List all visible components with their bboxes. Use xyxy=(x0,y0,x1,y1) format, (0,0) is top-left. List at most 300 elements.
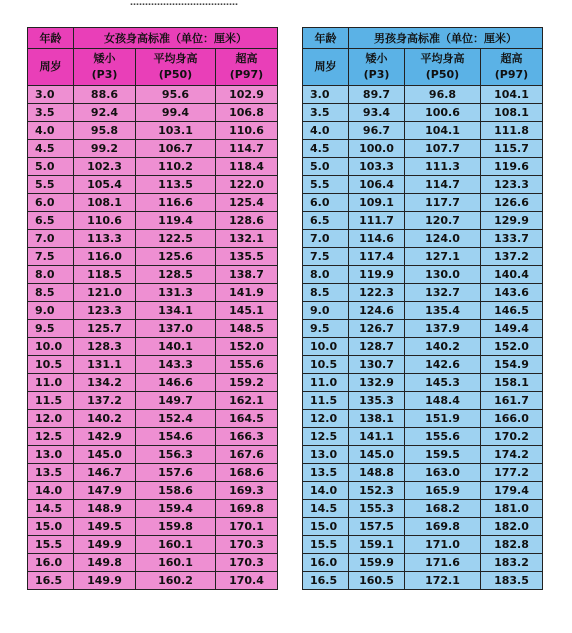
age-cell: 13.5 xyxy=(28,464,74,482)
p97-cell: 114.7 xyxy=(216,140,278,158)
age-cell: 11.5 xyxy=(303,392,349,410)
p50-cell: 152.4 xyxy=(136,410,216,428)
p50-cell: 127.1 xyxy=(405,248,481,266)
girls-col-avg xyxy=(136,49,216,86)
age-cell: 11.0 xyxy=(28,374,74,392)
p50-cell: 99.4 xyxy=(136,104,216,122)
table-row xyxy=(28,176,278,194)
boys-col-high-sub: (P97) xyxy=(494,68,529,81)
age-cell: 4.5 xyxy=(28,140,74,158)
table-row xyxy=(303,554,543,572)
p50-cell: 124.0 xyxy=(405,230,481,248)
p3-cell: 116.0 xyxy=(74,248,136,266)
p97-cell: 152.0 xyxy=(481,338,543,356)
age-cell: 14.5 xyxy=(28,500,74,518)
p97-cell: 110.6 xyxy=(216,122,278,140)
table-row xyxy=(303,284,543,302)
p3-cell: 121.0 xyxy=(74,284,136,302)
table-row xyxy=(303,356,543,374)
p3-cell: 138.1 xyxy=(349,410,405,428)
age-cell: 12.0 xyxy=(28,410,74,428)
p50-cell: 96.8 xyxy=(405,86,481,104)
p3-cell: 128.7 xyxy=(349,338,405,356)
p3-cell: 89.7 xyxy=(349,86,405,104)
p50-cell: 159.5 xyxy=(405,446,481,464)
age-cell: 3.0 xyxy=(303,86,349,104)
p97-cell: 170.4 xyxy=(216,572,278,590)
p97-cell: 122.0 xyxy=(216,176,278,194)
p97-cell: 182.0 xyxy=(481,518,543,536)
p97-cell: 133.7 xyxy=(481,230,543,248)
p97-cell: 152.0 xyxy=(216,338,278,356)
age-cell: 7.5 xyxy=(28,248,74,266)
boys-week-header: 周岁 xyxy=(303,49,349,86)
p3-cell: 128.3 xyxy=(74,338,136,356)
p97-cell: 170.1 xyxy=(216,518,278,536)
p97-cell: 115.7 xyxy=(481,140,543,158)
age-cell: 12.5 xyxy=(303,428,349,446)
p3-cell: 130.7 xyxy=(349,356,405,374)
p3-cell: 160.5 xyxy=(349,572,405,590)
p50-cell: 137.9 xyxy=(405,320,481,338)
p97-cell: 166.3 xyxy=(216,428,278,446)
p3-cell: 137.2 xyxy=(74,392,136,410)
p50-cell: 132.7 xyxy=(405,284,481,302)
p50-cell: 130.0 xyxy=(405,266,481,284)
p50-cell: 168.2 xyxy=(405,500,481,518)
p97-cell: 123.3 xyxy=(481,176,543,194)
boys-age-header: 年龄 xyxy=(303,28,349,49)
age-cell: 10.5 xyxy=(303,356,349,374)
table-row xyxy=(28,266,278,284)
p3-cell: 113.3 xyxy=(74,230,136,248)
p97-cell: 159.2 xyxy=(216,374,278,392)
table-row xyxy=(303,230,543,248)
p97-cell: 170.3 xyxy=(216,536,278,554)
p50-cell: 120.7 xyxy=(405,212,481,230)
age-cell: 10.5 xyxy=(28,356,74,374)
age-cell: 6.5 xyxy=(28,212,74,230)
p97-cell: 170.2 xyxy=(481,428,543,446)
age-cell: 16.0 xyxy=(303,554,349,572)
table-row xyxy=(28,158,278,176)
boys-col-avg-sub: (P50) xyxy=(425,68,460,81)
p97-cell: 138.7 xyxy=(216,266,278,284)
p97-cell: 164.5 xyxy=(216,410,278,428)
table-row xyxy=(28,518,278,536)
p3-cell: 157.5 xyxy=(349,518,405,536)
table-row xyxy=(303,302,543,320)
table-row xyxy=(303,518,543,536)
p97-cell: 169.3 xyxy=(216,482,278,500)
p97-cell: 155.6 xyxy=(216,356,278,374)
p3-cell: 111.7 xyxy=(349,212,405,230)
p97-cell: 162.1 xyxy=(216,392,278,410)
p3-cell: 135.3 xyxy=(349,392,405,410)
girls-age-header: 年龄 xyxy=(28,28,74,49)
p97-cell: 174.2 xyxy=(481,446,543,464)
table-row xyxy=(303,410,543,428)
p97-cell: 102.9 xyxy=(216,86,278,104)
age-cell: 8.5 xyxy=(28,284,74,302)
p97-cell: 183.2 xyxy=(481,554,543,572)
p50-cell: 165.9 xyxy=(405,482,481,500)
age-cell: 10.0 xyxy=(303,338,349,356)
table-row xyxy=(303,248,543,266)
p97-cell: 158.1 xyxy=(481,374,543,392)
p50-cell: 131.3 xyxy=(136,284,216,302)
p97-cell: 141.9 xyxy=(216,284,278,302)
p3-cell: 149.9 xyxy=(74,572,136,590)
table-row xyxy=(28,320,278,338)
p50-cell: 172.1 xyxy=(405,572,481,590)
table-row xyxy=(28,554,278,572)
boys-col-low-sub: (P3) xyxy=(363,68,390,81)
boys-col-low-label: 矮小 xyxy=(365,52,388,65)
p97-cell: 168.6 xyxy=(216,464,278,482)
p3-cell: 118.5 xyxy=(74,266,136,284)
p50-cell: 134.1 xyxy=(136,302,216,320)
p50-cell: 113.5 xyxy=(136,176,216,194)
p3-cell: 88.6 xyxy=(74,86,136,104)
table-row xyxy=(303,338,543,356)
table-row xyxy=(303,194,543,212)
p50-cell: 159.8 xyxy=(136,518,216,536)
table-row xyxy=(303,428,543,446)
age-cell: 16.5 xyxy=(303,572,349,590)
p50-cell: 148.4 xyxy=(405,392,481,410)
p3-cell: 119.9 xyxy=(349,266,405,284)
age-cell: 3.5 xyxy=(28,104,74,122)
table-row xyxy=(28,248,278,266)
p3-cell: 93.4 xyxy=(349,104,405,122)
age-cell: 14.5 xyxy=(303,500,349,518)
age-cell: 9.5 xyxy=(28,320,74,338)
p50-cell: 140.1 xyxy=(136,338,216,356)
p50-cell: 160.1 xyxy=(136,554,216,572)
boys-col-high-label: 超高 xyxy=(500,52,523,65)
p97-cell: 119.6 xyxy=(481,158,543,176)
p50-cell: 149.7 xyxy=(136,392,216,410)
table-row xyxy=(28,302,278,320)
table-row xyxy=(28,212,278,230)
boys-col-low xyxy=(349,49,405,86)
table-row xyxy=(28,410,278,428)
p3-cell: 134.2 xyxy=(74,374,136,392)
p50-cell: 103.1 xyxy=(136,122,216,140)
p97-cell: 148.5 xyxy=(216,320,278,338)
p3-cell: 105.4 xyxy=(74,176,136,194)
age-cell: 6.0 xyxy=(303,194,349,212)
p50-cell: 157.6 xyxy=(136,464,216,482)
age-cell: 7.5 xyxy=(303,248,349,266)
p97-cell: 137.2 xyxy=(481,248,543,266)
p3-cell: 126.7 xyxy=(349,320,405,338)
p50-cell: 160.2 xyxy=(136,572,216,590)
p97-cell: 104.1 xyxy=(481,86,543,104)
table-row xyxy=(28,572,278,590)
p50-cell: 142.6 xyxy=(405,356,481,374)
age-cell: 11.0 xyxy=(303,374,349,392)
p50-cell: 154.6 xyxy=(136,428,216,446)
p97-cell: 129.9 xyxy=(481,212,543,230)
boys-table-title: 男孩身高标准（单位：厘米） xyxy=(349,28,543,49)
p50-cell: 114.7 xyxy=(405,176,481,194)
age-cell: 6.0 xyxy=(28,194,74,212)
age-cell: 11.5 xyxy=(28,392,74,410)
age-cell: 8.5 xyxy=(303,284,349,302)
girls-week-header: 周岁 xyxy=(28,49,74,86)
table-row xyxy=(28,194,278,212)
age-cell: 16.0 xyxy=(28,554,74,572)
p50-cell: 169.8 xyxy=(405,518,481,536)
p97-cell: 145.1 xyxy=(216,302,278,320)
p50-cell: 95.6 xyxy=(136,86,216,104)
p3-cell: 122.3 xyxy=(349,284,405,302)
p50-cell: 151.9 xyxy=(405,410,481,428)
p50-cell: 107.7 xyxy=(405,140,481,158)
table-row xyxy=(303,176,543,194)
p97-cell: 143.6 xyxy=(481,284,543,302)
p50-cell: 158.6 xyxy=(136,482,216,500)
p50-cell: 146.6 xyxy=(136,374,216,392)
table-row xyxy=(28,140,278,158)
girls-header-row-1 xyxy=(28,28,278,49)
table-row xyxy=(303,140,543,158)
p50-cell: 119.4 xyxy=(136,212,216,230)
p97-cell: 106.8 xyxy=(216,104,278,122)
table-row xyxy=(303,374,543,392)
p50-cell: 125.6 xyxy=(136,248,216,266)
table-row xyxy=(28,104,278,122)
age-cell: 12.5 xyxy=(28,428,74,446)
p50-cell: 155.6 xyxy=(405,428,481,446)
p3-cell: 99.2 xyxy=(74,140,136,158)
p97-cell: 183.5 xyxy=(481,572,543,590)
p3-cell: 146.7 xyxy=(74,464,136,482)
p3-cell: 106.4 xyxy=(349,176,405,194)
p3-cell: 125.7 xyxy=(74,320,136,338)
age-cell: 14.0 xyxy=(28,482,74,500)
p97-cell: 132.1 xyxy=(216,230,278,248)
p3-cell: 92.4 xyxy=(74,104,136,122)
girls-col-high-sub: (P97) xyxy=(229,68,264,81)
table-row xyxy=(28,446,278,464)
age-cell: 13.0 xyxy=(28,446,74,464)
p50-cell: 137.0 xyxy=(136,320,216,338)
girls-col-low xyxy=(74,49,136,86)
table-row xyxy=(28,374,278,392)
girls-col-avg-label: 平均身高 xyxy=(153,52,198,65)
p3-cell: 110.6 xyxy=(74,212,136,230)
table-row xyxy=(303,158,543,176)
boys-height-table xyxy=(302,27,543,590)
age-cell: 9.0 xyxy=(303,302,349,320)
table-row xyxy=(303,446,543,464)
p3-cell: 149.8 xyxy=(74,554,136,572)
boys-header-row-2 xyxy=(303,49,543,86)
table-row xyxy=(303,122,543,140)
p50-cell: 145.3 xyxy=(405,374,481,392)
age-cell: 4.5 xyxy=(303,140,349,158)
age-cell: 15.0 xyxy=(28,518,74,536)
cropped-top-text xyxy=(0,0,572,6)
p50-cell: 111.3 xyxy=(405,158,481,176)
p50-cell: 110.2 xyxy=(136,158,216,176)
age-cell: 5.5 xyxy=(28,176,74,194)
p3-cell: 117.4 xyxy=(349,248,405,266)
p3-cell: 155.3 xyxy=(349,500,405,518)
p97-cell: 111.8 xyxy=(481,122,543,140)
table-row xyxy=(28,482,278,500)
age-cell: 4.0 xyxy=(303,122,349,140)
table-row xyxy=(28,284,278,302)
p97-cell: 126.6 xyxy=(481,194,543,212)
age-cell: 14.0 xyxy=(303,482,349,500)
p3-cell: 132.9 xyxy=(349,374,405,392)
table-row xyxy=(28,428,278,446)
girls-col-low-sub: (P3) xyxy=(91,68,118,81)
girls-header-row-2 xyxy=(28,49,278,86)
age-cell: 7.0 xyxy=(303,230,349,248)
p3-cell: 124.6 xyxy=(349,302,405,320)
p50-cell: 160.1 xyxy=(136,536,216,554)
p3-cell: 145.0 xyxy=(74,446,136,464)
table-row xyxy=(303,500,543,518)
p3-cell: 145.0 xyxy=(349,446,405,464)
p97-cell: 167.6 xyxy=(216,446,278,464)
p97-cell: 125.4 xyxy=(216,194,278,212)
p3-cell: 108.1 xyxy=(74,194,136,212)
p50-cell: 117.7 xyxy=(405,194,481,212)
p3-cell: 102.3 xyxy=(74,158,136,176)
p3-cell: 142.9 xyxy=(74,428,136,446)
p50-cell: 159.4 xyxy=(136,500,216,518)
table-row xyxy=(28,230,278,248)
p97-cell: 169.8 xyxy=(216,500,278,518)
p97-cell: 146.5 xyxy=(481,302,543,320)
p50-cell: 156.3 xyxy=(136,446,216,464)
p97-cell: 140.4 xyxy=(481,266,543,284)
boys-header-row-1 xyxy=(303,28,543,49)
table-row xyxy=(28,122,278,140)
girls-col-high xyxy=(216,49,278,86)
age-cell: 5.0 xyxy=(28,158,74,176)
age-cell: 5.5 xyxy=(303,176,349,194)
table-row xyxy=(28,356,278,374)
p3-cell: 147.9 xyxy=(74,482,136,500)
p97-cell: 170.3 xyxy=(216,554,278,572)
girls-col-high-label: 超高 xyxy=(235,52,258,65)
table-row xyxy=(28,392,278,410)
p97-cell: 108.1 xyxy=(481,104,543,122)
p50-cell: 135.4 xyxy=(405,302,481,320)
p50-cell: 104.1 xyxy=(405,122,481,140)
p3-cell: 96.7 xyxy=(349,122,405,140)
age-cell: 6.5 xyxy=(303,212,349,230)
girls-col-low-label: 矮小 xyxy=(93,52,116,65)
p3-cell: 148.8 xyxy=(349,464,405,482)
age-cell: 15.5 xyxy=(28,536,74,554)
p97-cell: 161.7 xyxy=(481,392,543,410)
p3-cell: 123.3 xyxy=(74,302,136,320)
p3-cell: 95.8 xyxy=(74,122,136,140)
age-cell: 12.0 xyxy=(303,410,349,428)
p3-cell: 149.9 xyxy=(74,536,136,554)
p3-cell: 152.3 xyxy=(349,482,405,500)
p97-cell: 179.4 xyxy=(481,482,543,500)
p97-cell: 118.4 xyxy=(216,158,278,176)
age-cell: 9.0 xyxy=(28,302,74,320)
table-row xyxy=(303,482,543,500)
p97-cell: 166.0 xyxy=(481,410,543,428)
p50-cell: 122.5 xyxy=(136,230,216,248)
p50-cell: 171.0 xyxy=(405,536,481,554)
girls-height-table xyxy=(27,27,278,590)
p50-cell: 116.6 xyxy=(136,194,216,212)
table-row xyxy=(28,500,278,518)
table-row xyxy=(303,536,543,554)
p50-cell: 140.2 xyxy=(405,338,481,356)
p3-cell: 100.0 xyxy=(349,140,405,158)
table-row xyxy=(303,464,543,482)
table-row xyxy=(303,266,543,284)
p3-cell: 148.9 xyxy=(74,500,136,518)
table-row xyxy=(28,338,278,356)
age-cell: 3.0 xyxy=(28,86,74,104)
boys-col-avg xyxy=(405,49,481,86)
p97-cell: 181.0 xyxy=(481,500,543,518)
age-cell: 15.5 xyxy=(303,536,349,554)
table-row xyxy=(28,86,278,104)
boys-col-high xyxy=(481,49,543,86)
girls-col-avg-sub: (P50) xyxy=(158,68,193,81)
age-cell: 10.0 xyxy=(28,338,74,356)
age-cell: 8.0 xyxy=(28,266,74,284)
p3-cell: 159.1 xyxy=(349,536,405,554)
p97-cell: 149.4 xyxy=(481,320,543,338)
p3-cell: 114.6 xyxy=(349,230,405,248)
boys-col-avg-label: 平均身高 xyxy=(420,52,465,65)
table-row xyxy=(303,104,543,122)
age-cell: 13.5 xyxy=(303,464,349,482)
p97-cell: 182.8 xyxy=(481,536,543,554)
table-row xyxy=(303,212,543,230)
age-cell: 15.0 xyxy=(303,518,349,536)
p50-cell: 128.5 xyxy=(136,266,216,284)
age-cell: 16.5 xyxy=(28,572,74,590)
age-cell: 9.5 xyxy=(303,320,349,338)
p50-cell: 106.7 xyxy=(136,140,216,158)
age-cell: 8.0 xyxy=(303,266,349,284)
p50-cell: 163.0 xyxy=(405,464,481,482)
p3-cell: 131.1 xyxy=(74,356,136,374)
table-row xyxy=(303,392,543,410)
age-cell: 13.0 xyxy=(303,446,349,464)
p3-cell: 109.1 xyxy=(349,194,405,212)
p50-cell: 171.6 xyxy=(405,554,481,572)
p97-cell: 135.5 xyxy=(216,248,278,266)
table-row xyxy=(28,536,278,554)
p3-cell: 140.2 xyxy=(74,410,136,428)
p50-cell: 143.3 xyxy=(136,356,216,374)
p97-cell: 177.2 xyxy=(481,464,543,482)
p3-cell: 159.9 xyxy=(349,554,405,572)
p3-cell: 103.3 xyxy=(349,158,405,176)
p97-cell: 154.9 xyxy=(481,356,543,374)
p3-cell: 149.5 xyxy=(74,518,136,536)
girls-table-title: 女孩身高标准（单位：厘米） xyxy=(74,28,278,49)
